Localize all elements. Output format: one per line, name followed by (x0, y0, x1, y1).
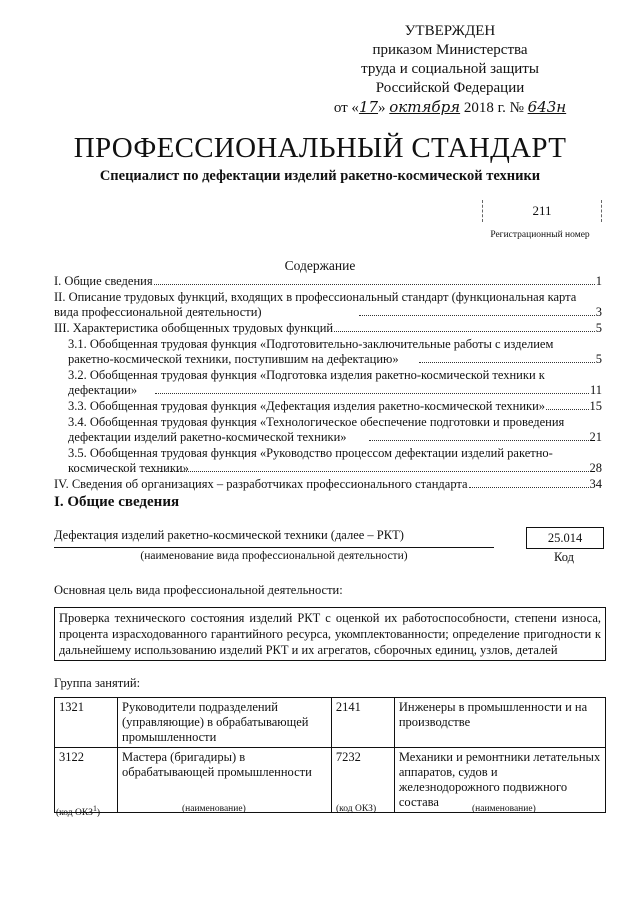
toc-leader (369, 440, 589, 441)
occupation-name-cell: Инженеры в промышленности и на производстве (394, 698, 605, 748)
toc-leader (469, 487, 589, 488)
activity-kind-label: (наименование вида профессиональной деятельности) (140, 550, 408, 562)
activity-code-box: 25.014 (526, 527, 604, 549)
toc-heading: Содержание (284, 258, 356, 273)
toc-item-page: 3 (595, 305, 602, 319)
toc-item[interactable] (54, 446, 602, 476)
toc-item[interactable] (54, 477, 602, 492)
section-heading: I. Общие сведения (54, 494, 180, 510)
registration-label: Регистрационный номер (490, 230, 590, 240)
date-year: 2018 г. № (460, 100, 524, 116)
toc-item-text: IV. Сведения об организациях – разработчиках профессионального стандарта (54, 477, 468, 491)
okz-code-cell: 1321 (55, 698, 118, 748)
table-of-contents (54, 274, 602, 493)
toc-item-text: III. Характеристика обобщенных трудовых функций (54, 321, 334, 335)
toc-item-text: I. Общие сведения (54, 274, 153, 288)
occupation-name-cell: Мастера (бригадиры) в обрабатывающей промышленности (118, 748, 332, 813)
approval-block (300, 22, 600, 118)
toc-item-page: 11 (589, 383, 602, 397)
toc-item[interactable] (54, 321, 602, 336)
date-mid: » (378, 100, 390, 116)
order-number: 643н (527, 98, 567, 116)
occupation-name-cell: Руководители подразделений (управляющие) в обрабатывающей промышленности (118, 698, 332, 748)
toc-item-page: 5 (595, 321, 602, 335)
occupation-name-caption-2: (наименование) (472, 804, 536, 814)
toc-item-text: II. Описание трудовых функций, входящих в профессиональный стандарт (функциональная карта вида профессиональной деятельности) (54, 290, 577, 319)
toc-item[interactable] (54, 399, 602, 414)
registration-number-box: 211 (482, 200, 602, 222)
document-title: ПРОФЕССИОНАЛЬНЫЙ СТАНДАРТ (73, 132, 567, 164)
toc-item[interactable] (54, 415, 602, 445)
toc-item[interactable] (54, 368, 602, 398)
toc-item-page: 1 (595, 274, 602, 288)
occupation-name-cell: Механики и ремонтники летательных аппаратов, судов и железнодорожного подвижного состава (394, 748, 605, 813)
toc-item-page: 15 (589, 399, 602, 413)
toc-leader (154, 284, 595, 285)
toc-item-text: 3.3. Обобщенная трудовая функция «Дефектация изделия ракетно-космической техники» (68, 399, 546, 413)
date-month: октября (389, 98, 461, 116)
toc-item-page: 5 (595, 352, 602, 366)
toc-item-text: 3.4. Обобщенная трудовая функция «Технологическое обеспечение подготовки и проведения дефектации изделий ракетно-космической техники» (68, 415, 565, 444)
table-row (55, 698, 606, 748)
toc-item[interactable] (54, 290, 602, 320)
toc-item-text: 3.2. Обобщенная трудовая функция «Подготовка изделия ракетно-космической техники к дефектации» (68, 368, 545, 397)
activity-code-label: Код (554, 550, 574, 564)
occupation-group-label: Группа занятий: (54, 676, 141, 690)
toc-leader (334, 331, 595, 332)
occupation-table (54, 697, 606, 813)
occupation-name-caption: (наименование) (182, 804, 246, 814)
approval-line-1: приказом Министерства (372, 42, 528, 58)
approval-date (300, 98, 600, 118)
toc-item-text: 3.5. Обобщенная трудовая функция «Руководство процессом дефектации изделий ракетно-космической техники» (68, 446, 553, 475)
table-row (55, 748, 606, 813)
toc-item-page: 28 (589, 461, 602, 475)
toc-leader (149, 471, 589, 472)
toc-item-text: 3.1. Обобщенная трудовая функция «Подготовительно-заключительные работы с изделием ракетно-космической техники, поступившим на дефектацию» (68, 337, 554, 366)
toc-item[interactable] (54, 274, 602, 289)
toc-leader (546, 409, 588, 410)
toc-item-page: 21 (589, 430, 602, 444)
okz-code-cell: 2141 (331, 698, 394, 748)
goal-label: Основная цель вида профессиональной деятельности: (54, 583, 343, 597)
okz-code-caption-2: (код ОКЗ) (336, 804, 377, 814)
approval-line-3: Российской Федерации (375, 80, 525, 96)
toc-leader (155, 393, 589, 394)
goal-text-box: Проверка технического состояния изделий РКТ с оценкой их работоспособности, степени износа, процента израсходованного гарантийного ресурса, укомплектованности; определение пригодности к дальнейшему использованию изделий РКТ и их агрегатов, сборочных единиц, узлов, деталей (54, 607, 606, 661)
approval-title: УТВЕРЖДЕН (404, 23, 496, 39)
document-subtitle: Специалист по дефектации изделий ракетно-космической техники (99, 168, 541, 184)
toc-item[interactable] (54, 337, 602, 367)
date-day: 17 (358, 98, 379, 116)
toc-item-page: 34 (589, 477, 602, 491)
toc-leader (359, 315, 595, 316)
approval-line-2: труда и социальной защиты (361, 61, 539, 77)
okz-code-cell: 3122 (55, 748, 118, 813)
activity-kind-underline (54, 547, 494, 548)
date-prefix: от « (333, 100, 359, 116)
okz-code-caption: (код ОКЗ$^1$) (56, 804, 101, 819)
okz-code-cell: 7232 (331, 748, 394, 813)
toc-leader (419, 362, 595, 363)
activity-kind-value: Дефектация изделий ракетно-космической техники (далее – РКТ) (54, 528, 404, 542)
